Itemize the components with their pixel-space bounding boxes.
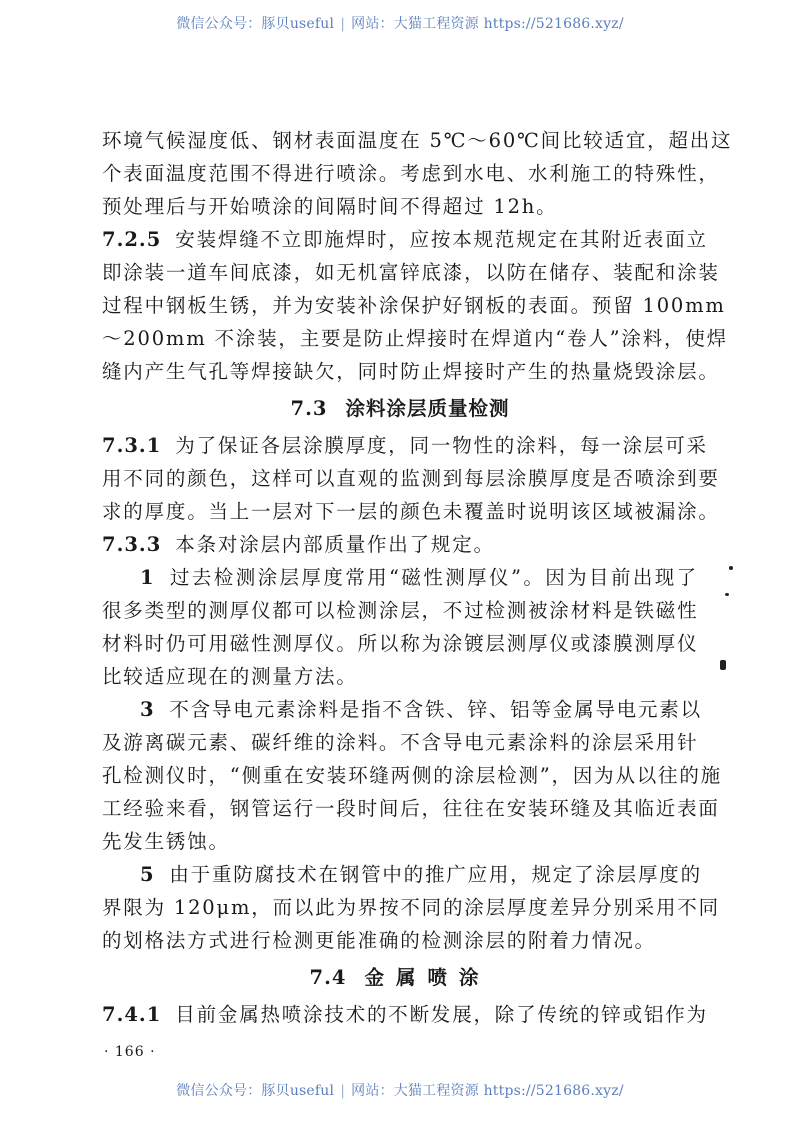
text-line: 即涂装一道车间底漆，如无机富锌底漆，以防在储存、装配和涂装 [102,261,720,284]
item-5 [102,858,720,957]
document-page [102,124,733,1031]
text-line: 本条对涂层内部质量作出了规定。 [175,533,495,556]
section-title: 涂料涂层质量检测 [345,397,510,420]
text-line: 不含导电元素涂料是指不含铁、锌、铝等金属导电元素以 [169,698,702,721]
text-line: 很多类型的测厚仪都可以检测涂层，不过检测被涂材料是铁磁性 [102,599,699,622]
text-line: 求的厚度。当上一层对下一层的颜色未覆盖时说明该区域被漏涂。 [102,500,720,523]
text-line: 及游离碳元素、碳纤维的涂料。不含导电元素涂料的涂层采用针 [102,731,699,754]
watermark-site: 网站：大猫工程资源 [351,16,479,32]
text-line: 预处理后与开始喷涂的间隔时间不得超过 12h。 [102,195,558,218]
watermark-separator: | [340,1083,346,1099]
text-line: 目前金属热喷涂技术的不断发展，除了传统的锌或铝作为 [175,1003,708,1026]
section-title: 金属喷涂 [364,966,491,989]
clause-7-3-3 [102,528,722,957]
page-number: · 166 · [104,1044,156,1060]
clause-7-3-1 [102,429,720,528]
clause-number: 7.2.5 [102,228,162,251]
clause-7-2-5 [102,223,728,388]
text-line: 过程中钢板生锈，并为安装补涂保护好钢板的表面。预留 100mm [102,294,726,317]
text-line: 材料时仍可用磁性测厚仪。所以称为涂镀层测厚仪或漆膜测厚仪 [102,632,699,655]
watermark-header [0,13,800,33]
clause-7-4-1 [102,998,708,1031]
scan-speck [729,566,733,570]
text-line: 安装焊缝不立即施焊时，应按本规范规定在其附近表面立 [175,228,708,251]
watermark-separator: | [340,16,346,32]
text-line: 用不同的颜色，这样可以直观的监测到每层涂膜厚度是否喷涂到要 [102,467,720,490]
text-line: 的划格法方式进行检测更能准确的检测涂层的附着力情况。 [102,929,656,952]
watermark-wechat: 微信公众号：豚贝useful [176,1083,335,1099]
item-number: 3 [140,698,156,721]
clause-number: 7.4.1 [102,1003,162,1026]
watermark-url[interactable]: https://521686.xyz/ [483,16,624,32]
text-line: 孔检测仪时，“侧重在安装环缝两侧的涂层检测”，因为从以往的施 [102,764,722,787]
scan-speck [720,660,726,670]
text-line: 先发生锈蚀。 [102,830,230,853]
watermark-site: 网站：大猫工程资源 [351,1083,479,1099]
section-number: 7.4 [309,966,347,989]
text-line: 为了保证各层涂膜厚度，同一物性的涂料，每一涂层可采 [175,434,708,457]
text-line: ～200mm 不涂装，主要是防止焊接时在焊道内“卷人”涂料，使焊 [102,327,728,350]
text-line: 缝内产生气孔等焊接缺欠，同时防止焊接时产生的热量烧毁涂层。 [102,360,720,383]
section-heading-7-3 [102,392,698,425]
text-line: 界限为 120μm，而以此为界按不同的涂层厚度差异分别采用不同 [102,896,720,919]
item-1 [102,561,698,693]
watermark-footer [0,1080,800,1100]
text-line: 过去检测涂层厚度常用“磁性测厚仪”。因为目前出现了 [169,566,698,589]
item-number: 1 [140,566,156,589]
section-heading-7-4 [102,961,698,994]
item-number: 5 [140,863,156,886]
text-line: 由于重防腐技术在钢管中的推广应用，规定了涂层厚度的 [169,863,702,886]
clause-number: 7.3.1 [102,434,162,457]
watermark-url[interactable]: https://521686.xyz/ [483,1083,624,1099]
section-number: 7.3 [290,397,328,420]
text-line: 环境气候湿度低、钢材表面温度在 5℃～60℃间比较适宜，超出这 [102,129,733,152]
scan-speck [725,593,729,596]
watermark-wechat: 微信公众号：豚贝useful [176,16,335,32]
text-line: 工经验来看，钢管运行一段时间后，往往在安装环缝及其临近表面 [102,797,720,820]
clause-number: 7.3.3 [102,533,162,556]
text-line: 个表面温度范围不得进行喷涂。考虑到水电、水利施工的特殊性， [102,162,720,185]
item-3 [102,693,722,858]
intro-paragraph [102,124,733,223]
text-line: 比较适应现在的测量方法。 [102,665,358,688]
